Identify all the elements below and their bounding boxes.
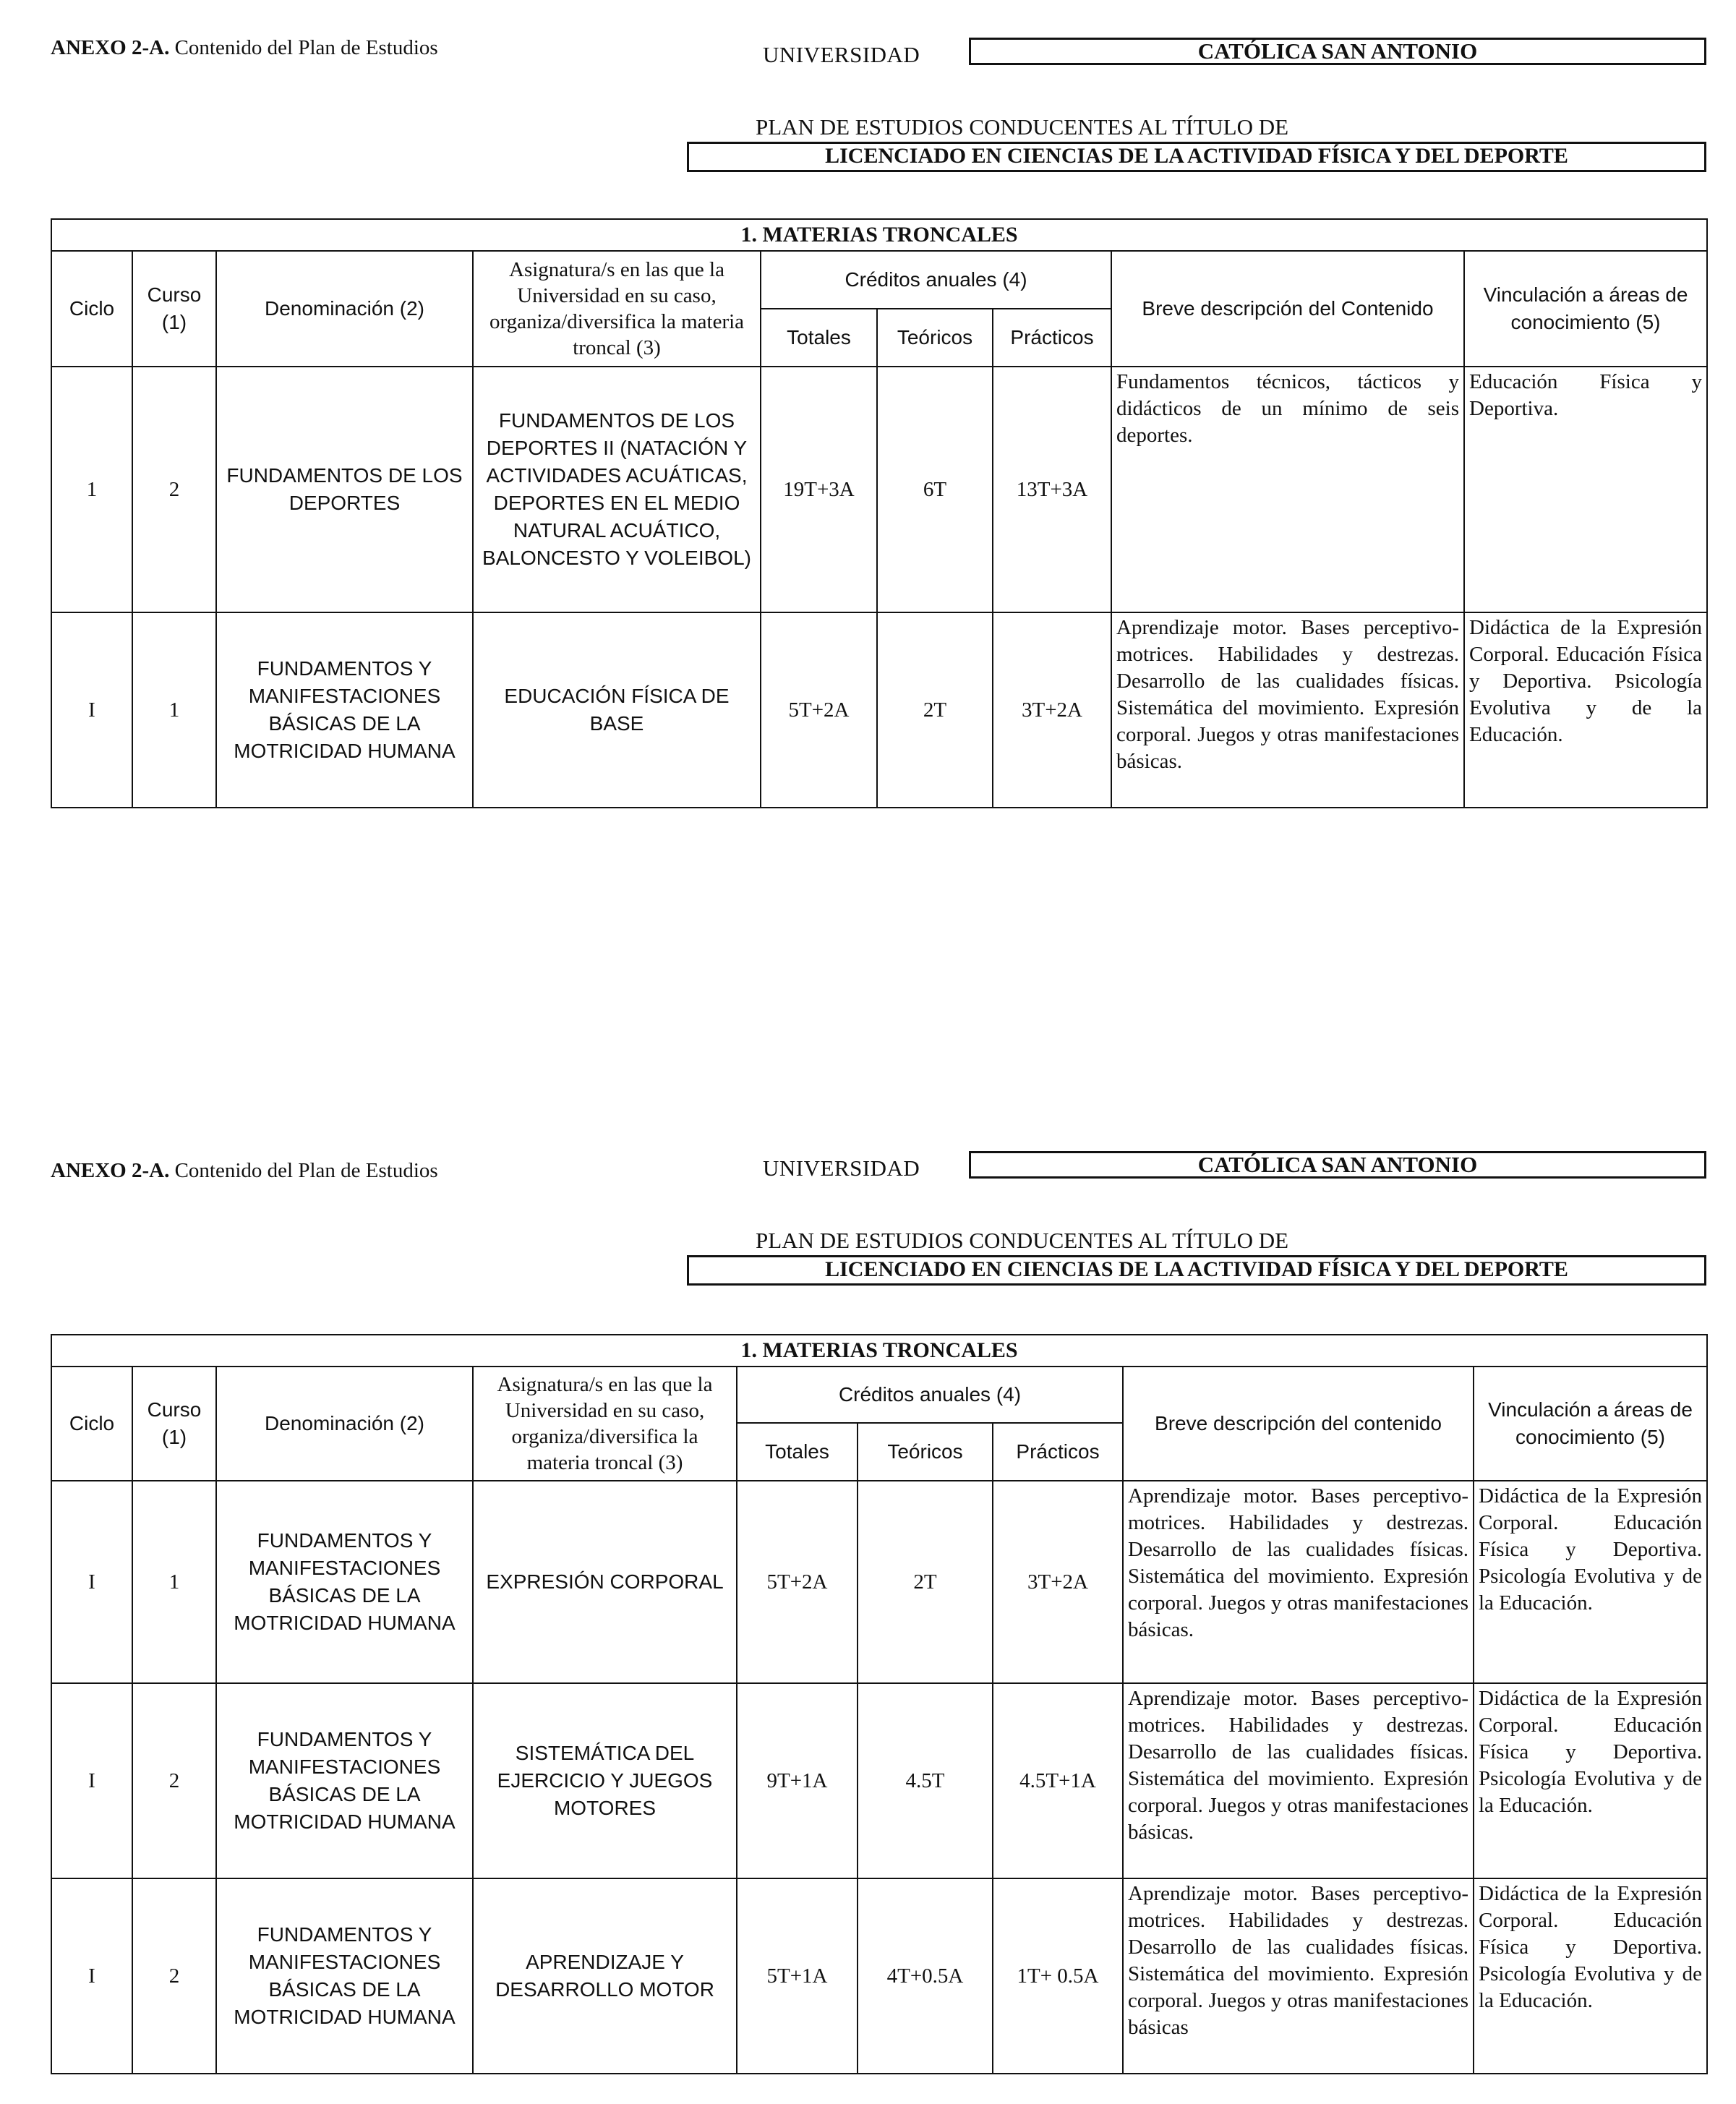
- cell-vinculacion: Didáctica de la Expresión Corporal. Educación Física y Deportiva. Psicología Evolutiva y de la Educación.: [1474, 1481, 1707, 1683]
- cell-totales: 5T+2A: [737, 1481, 858, 1683]
- section-title: 1. MATERIAS TRONCALES: [51, 1335, 1707, 1367]
- plan-label: PLAN DE ESTUDIOS CONDUCENTES AL TÍTULO DE: [756, 1228, 1289, 1253]
- cell-asignatura: FUNDAMENTOS DE LOS DEPORTES II (NATACIÓN Y ACTIVIDADES ACUÁTICAS, DEPORTES EN EL MEDIO NATURAL ACUÁTICO, BALONCESTO Y VOLEIBOL): [473, 367, 761, 612]
- header-teoricos: Teóricos: [858, 1423, 993, 1481]
- header-practicos: Prácticos: [993, 309, 1111, 367]
- universidad-name-box: CATÓLICA SAN ANTONIO: [969, 1151, 1706, 1179]
- cell-teoricos: 2T: [858, 1481, 993, 1683]
- cell-totales: 5T+2A: [761, 612, 877, 808]
- cell-practicos: 1T+ 0.5A: [993, 1878, 1123, 2074]
- table-row: [51, 1683, 1707, 1878]
- materias-table: [51, 218, 1708, 808]
- universidad-label: UNIVERSIDAD: [763, 42, 920, 67]
- header-asignatura: Asignatura/s en las que la Universidad en su caso, organiza/diversifica la materia troncal (3): [473, 1367, 737, 1481]
- cell-asignatura: APRENDIZAJE Y DESARROLLO MOTOR: [473, 1878, 737, 2074]
- cell-practicos: 13T+3A: [993, 367, 1111, 612]
- cell-denominacion: FUNDAMENTOS Y MANIFESTACIONES BÁSICAS DE LA MOTRICIDAD HUMANA: [216, 1878, 473, 2074]
- header-totales: Totales: [761, 309, 877, 367]
- cell-curso: 2: [132, 367, 216, 612]
- cell-practicos: 3T+2A: [993, 612, 1111, 808]
- header-totales: Totales: [737, 1423, 858, 1481]
- table-row: [51, 612, 1707, 808]
- titulo-box: LICENCIADO EN CIENCIAS DE LA ACTIVIDAD FÍSICA Y DEL DEPORTE: [687, 1255, 1706, 1286]
- header-creditos: Créditos anuales (4): [761, 251, 1111, 309]
- cell-teoricos: 4T+0.5A: [858, 1878, 993, 2074]
- cell-descripcion: Fundamentos técnicos, tácticos y didácticos de un mínimo de seis deportes.: [1111, 367, 1464, 612]
- cell-descripcion: Aprendizaje motor. Bases perceptivo-motrices. Habilidades y destrezas. Desarrollo de las cualidades físicas. Sistemática del movimiento. Expresión corporal. Juegos y otras manifestaciones básicas.: [1123, 1481, 1474, 1683]
- cell-vinculacion: Didáctica de la Expresión Corporal. Educación Física y Deportiva. Psicología Evolutiva y de la Educación.: [1474, 1683, 1707, 1878]
- header-vinculacion: Vinculación a áreas de conocimiento (5): [1474, 1367, 1707, 1481]
- cell-totales: 19T+3A: [761, 367, 877, 612]
- table-row: [51, 1481, 1707, 1683]
- header-creditos: Créditos anuales (4): [737, 1367, 1123, 1423]
- cell-vinculacion: Didáctica de la Expresión Corporal. Educación Física y Deportiva. Psicología Evolutiva y de la Educación.: [1474, 1878, 1707, 2074]
- anexo-heading: [51, 1159, 438, 1183]
- cell-denominacion: FUNDAMENTOS Y MANIFESTACIONES BÁSICAS DE LA MOTRICIDAD HUMANA: [216, 612, 473, 808]
- header-descripcion: Breve descripción del Contenido: [1111, 251, 1464, 367]
- cell-descripcion: Aprendizaje motor. Bases perceptivo-motrices. Habilidades y destrezas. Desarrollo de las cualidades físicas. Sistemática del movimiento. Expresión corporal. Juegos y otras manifestaciones básicas: [1123, 1878, 1474, 2074]
- cell-denominacion: FUNDAMENTOS DE LOS DEPORTES: [216, 367, 473, 612]
- cell-totales: 5T+1A: [737, 1878, 858, 2074]
- header-curso: Curso (1): [132, 251, 216, 367]
- cell-practicos: 3T+2A: [993, 1481, 1123, 1683]
- titulo-box: LICENCIADO EN CIENCIAS DE LA ACTIVIDAD FÍSICA Y DEL DEPORTE: [687, 142, 1706, 172]
- header-denominacion: Denominación (2): [216, 1367, 473, 1481]
- cell-asignatura: SISTEMÁTICA DEL EJERCICIO Y JUEGOS MOTORES: [473, 1683, 737, 1878]
- cell-ciclo: I: [51, 612, 132, 808]
- universidad-label: UNIVERSIDAD: [763, 1155, 920, 1181]
- materias-table: [51, 1334, 1708, 2074]
- cell-teoricos: 4.5T: [858, 1683, 993, 1878]
- cell-ciclo: I: [51, 1683, 132, 1878]
- anexo-text: Contenido del Plan de Estudios: [169, 1159, 438, 1182]
- cell-practicos: 4.5T+1A: [993, 1683, 1123, 1878]
- cell-denominacion: FUNDAMENTOS Y MANIFESTACIONES BÁSICAS DE LA MOTRICIDAD HUMANA: [216, 1683, 473, 1878]
- cell-ciclo: 1: [51, 367, 132, 612]
- table-row: [51, 367, 1707, 612]
- header-practicos: Prácticos: [993, 1423, 1123, 1481]
- cell-curso: 2: [132, 1683, 216, 1878]
- cell-descripcion: Aprendizaje motor. Bases perceptivo-motrices. Habilidades y destrezas. Desarrollo de las cualidades físicas. Sistemática del movimiento. Expresión corporal. Juegos y otras manifestaciones básicas.: [1123, 1683, 1474, 1878]
- cell-teoricos: 6T: [877, 367, 993, 612]
- cell-curso: 1: [132, 1481, 216, 1683]
- section-title: 1. MATERIAS TRONCALES: [51, 219, 1707, 251]
- cell-curso: 1: [132, 612, 216, 808]
- anexo-label: ANEXO 2-A.: [51, 1159, 170, 1182]
- plan-label: PLAN DE ESTUDIOS CONDUCENTES AL TÍTULO DE: [756, 114, 1289, 140]
- cell-asignatura: EDUCACIÓN FÍSICA DE BASE: [473, 612, 761, 808]
- header-denominacion: Denominación (2): [216, 251, 473, 367]
- cell-descripcion: Aprendizaje motor. Bases perceptivo-motrices. Habilidades y destrezas. Desarrollo de las cualidades físicas. Sistemática del movimiento. Expresión corporal. Juegos y otras manifestaciones básicas.: [1111, 612, 1464, 808]
- cell-vinculacion: Educación Física y Deportiva.: [1464, 367, 1707, 612]
- header-descripcion: Breve descripción del contenido: [1123, 1367, 1474, 1481]
- table-row: [51, 1878, 1707, 2074]
- cell-teoricos: 2T: [877, 612, 993, 808]
- universidad-name-box: CATÓLICA SAN ANTONIO: [969, 38, 1706, 65]
- header-asignatura: Asignatura/s en las que la Universidad en su caso, organiza/diversifica la materia troncal (3): [473, 251, 761, 367]
- header-ciclo: Ciclo: [51, 1367, 132, 1481]
- anexo-text: Contenido del Plan de Estudios: [169, 36, 438, 59]
- header-teoricos: Teóricos: [877, 309, 993, 367]
- cell-denominacion: FUNDAMENTOS Y MANIFESTACIONES BÁSICAS DE LA MOTRICIDAD HUMANA: [216, 1481, 473, 1683]
- cell-vinculacion: Didáctica de la Expresión Corporal. Educación Física y Deportiva. Psicología Evolutiva y de la Educación.: [1464, 612, 1707, 808]
- cell-totales: 9T+1A: [737, 1683, 858, 1878]
- header-vinculacion: Vinculación a áreas de conocimiento (5): [1464, 251, 1707, 367]
- anexo-label: ANEXO 2-A.: [51, 36, 170, 59]
- cell-ciclo: I: [51, 1878, 132, 2074]
- cell-ciclo: I: [51, 1481, 132, 1683]
- header-curso: Curso (1): [132, 1367, 216, 1481]
- anexo-heading: [51, 36, 438, 60]
- cell-curso: 2: [132, 1878, 216, 2074]
- header-ciclo: Ciclo: [51, 251, 132, 367]
- cell-asignatura: EXPRESIÓN CORPORAL: [473, 1481, 737, 1683]
